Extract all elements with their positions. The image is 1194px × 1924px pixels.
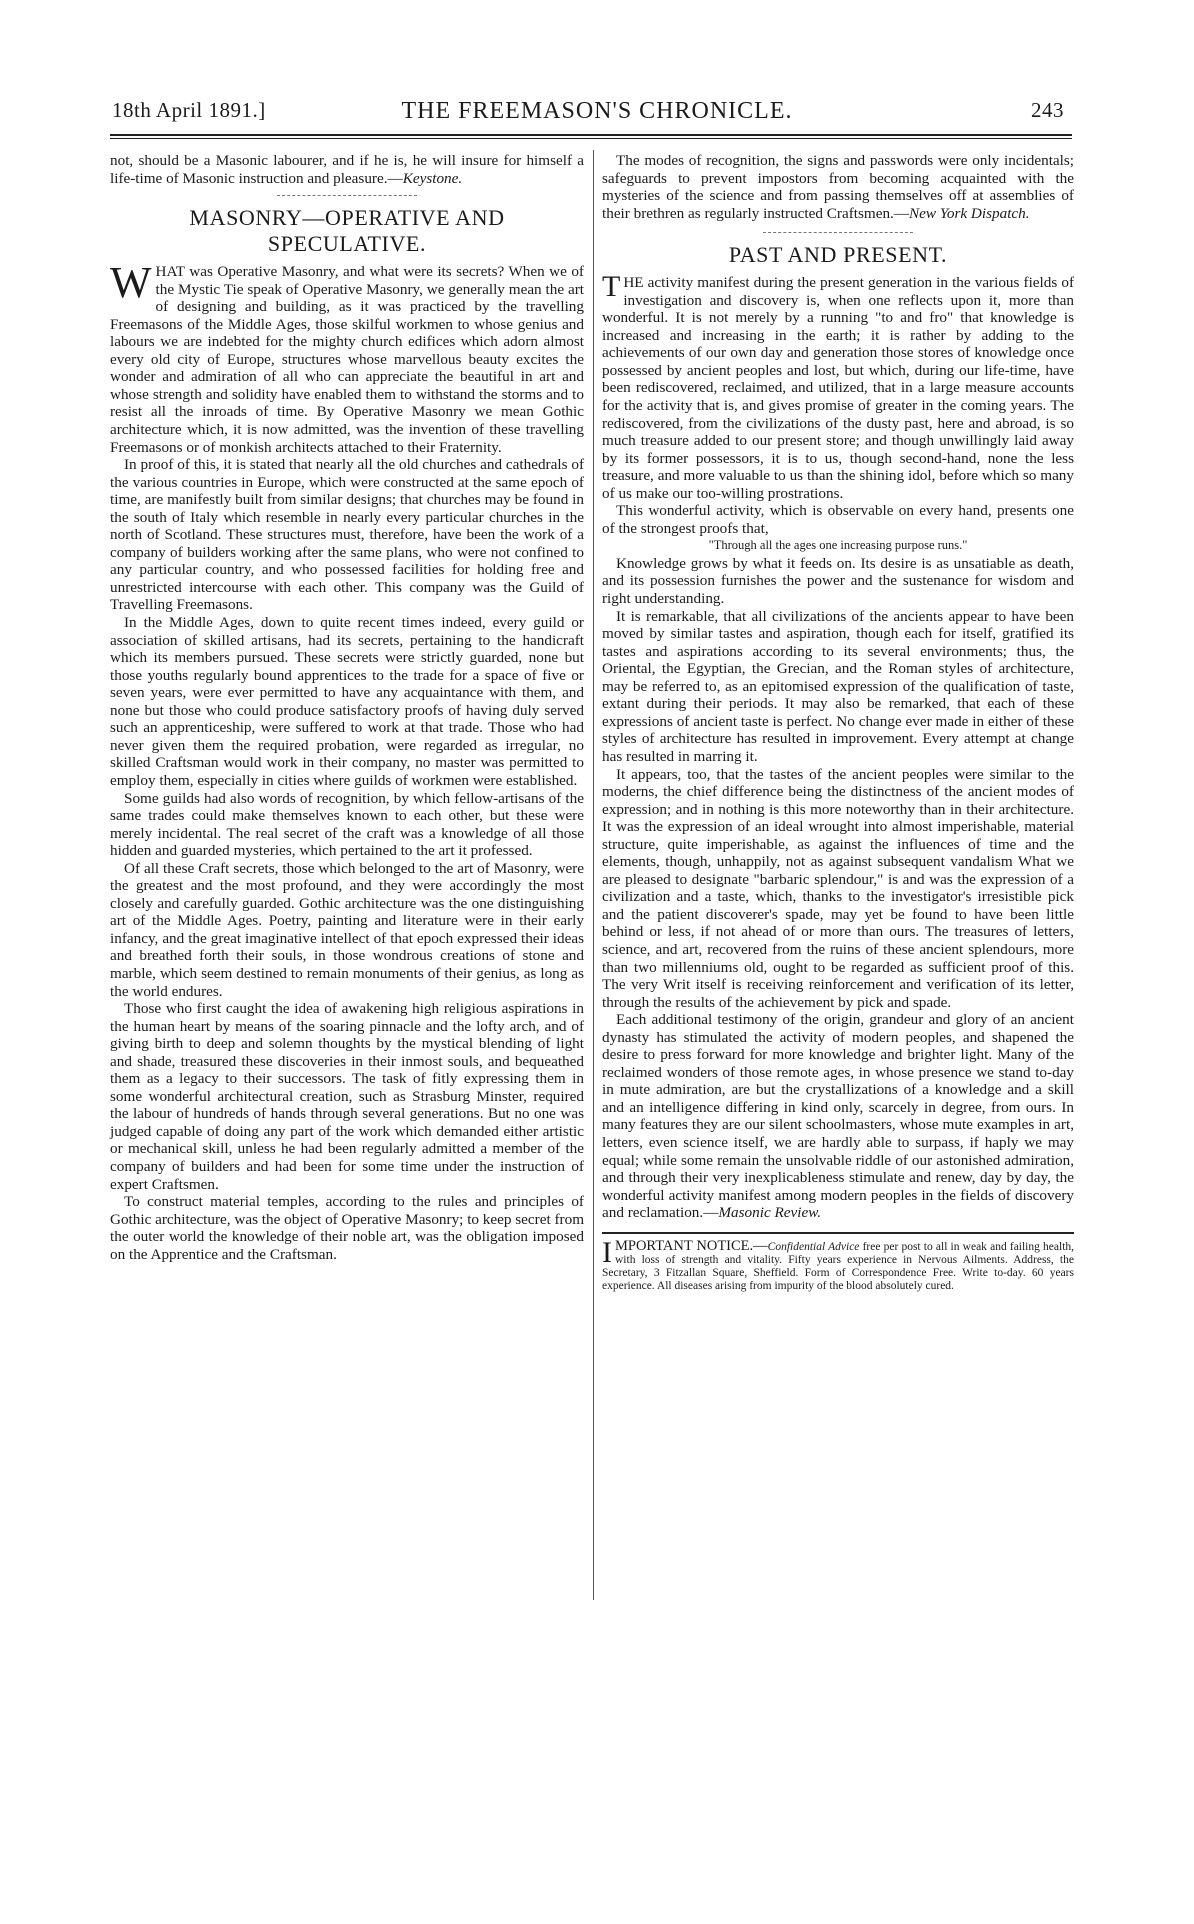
article-paragraph: WHAT was Operative Masonry, and what were its secrets? When we of the Mystic Tie speak of Operative Masonry, we generally mean the art of designing and building, as it was practiced by the travelling Freemasons of the Middle Ages, those skilful workmen to whose genius and labours we are indebted for the mighty church edifices which adorn almost every old city of Europe, structures whose marvellous beauty excites the wonder and admiration of all who can appreciate the beautiful in art and whose strength and solidity have enabled them to withstand the storms and to resist all the inroads of time. By Operative Masonry we mean Gothic architecture which, it is now admitted, was the invention of these travelling Freemasons or of monkish architects attached to their Fraternity. (110, 258, 584, 456)
drop-cap: T (602, 270, 621, 304)
header-rule (110, 134, 1072, 136)
right-column (602, 152, 1074, 1294)
continued-paragraph: not, should be a Masonic labourer, and if he is, he will insure for himself a life-time of Masonic instruction and pleasure.—Keystone. (110, 152, 584, 187)
page-number: 243 (1031, 98, 1064, 122)
article-paragraph: Those who first caught the idea of awakening high religious aspirations in the human heart by means of the soaring pinnacle and the lofty arch, and of giving birth to deep and solemn thoughts by the mystical blending of light and shade, treasured these discoveries in their inmost souls, and bequeathed them as a legacy to their successors. The task of fitly expressing them in some wonderful architectural creation, such as Strasburg Minster, required the labour of hundreds of hands through several generations. But no one was judged capable of doing any part of the work which demanded either artistic or mechanical skill, unless he had been regularly admitted a member of the company of builders and had been for some time under the instruction of expert Craftsmen. (110, 1000, 584, 1193)
article-paragraph: In proof of this, it is stated that nearly all the old churches and cathedrals of the various countries in Europe, which were constructed at the same epoch of time, are manifestly built from similar designs; that churches may be found in the south of Italy which resemble in nearly every particular churches in the north of Scotland. These structures must, therefore, have been the work of a company of builders working after the same plans, who were not confined to any particular country, and who possessed facilities for holding free and unrestricted intercourse with each other. This company was the Guild of Travelling Freemasons. (110, 456, 584, 614)
article-paragraph: Each additional testimony of the origin, grandeur and glory of an ancient dynasty has stimulated the activity of modern peoples, and shapened the desire to press forward for more knowledge and brighter light. Many of the reclaimed wonders of those remote ages, in whose presence we stand to-day in mute admiration, are but the crystallizations of a knowledge and a skill and an intelligence differing in kind only, scarcely in degree, from ours. In many features they are our silent schoolmasters, whose mute examples in art, letters, even science itself, we are hardly able to surpass, if haply we may equal; while some remain the unsolvable riddle of our astonished admiration, and through their very inexplicableness stimulate and renew, day by day, the wonderful activity manifest among modern peoples in the fields of discovery and reclamation.—Masonic Review. (602, 1011, 1074, 1222)
quotation: "Through all the ages one increasing purpose runs." (708, 538, 968, 553)
article-paragraph: It is remarkable, that all civilizations of the ancients appear to have been moved by similar tastes and aspiration, though each for itself, gratified its tastes and aspirations according to its several environments; thus, the Oriental, the Egyptian, the Grecian, and the Roman styles of architecture, may be referred to, as an epitomised expression of the qualification of taste, extant during their periods. It may also be remarked, that each of these expressions of ancient taste is perfect. No change ever made in either of these styles of architecture has resulted in improvement. Every attempt at change has resulted in marring it. (602, 607, 1074, 765)
article-paragraph: Some guilds had also words of recognition, by which fellow-artisans of the same trades could make themselves known to each other, but these were merely incidental. The real secret of the craft was a knowledge of all those hidden and guarded mysteries, which pertained to the art it professed. (110, 789, 584, 860)
column-divider (593, 150, 594, 1600)
article-paragraph: Of all these Craft secrets, those which belonged to the art of Masonry, were the greatest and the most profound, and they were accordingly the most closely and carefully guarded. Gothic architecture was the one distinguishing art of the Middle Ages. Poetry, painting and literature were in their early infancy, and the great imaginative intellect of that epoch expressed their ideas and breathed forth their souls, in those wondrous creations of stone and marble, which seem destined to remain monuments of their genius, as long as the world endures. (110, 859, 584, 1000)
article-paragraph: Knowledge grows by what it feeds on. Its desire is as unsatiable as death, and its possession furnishes the power and the sustenance for wisdom and right understanding. (602, 554, 1074, 608)
advertisement-notice: IMPORTANT NOTICE.—Confidential Advice free per post to all in weak and failing health, with loss of strength and vitality. Fifty years experience in Nervous Ailments. Address, the Secretary, 3 Fitzallan Square, Sheffield. Form of Correspondence Free. Write to-day. 60 years experience. All diseases arising from impurity of the blood absolutely cured. (602, 1232, 1074, 1294)
notice-drop-cap: I (602, 1235, 612, 1269)
article-paragraph: In the Middle Ages, down to quite recent times indeed, every guild or association of skilled artisans, had its secrets, pertaining to the handicraft which its members pursued. These secrets were strictly guarded, none but those youths regularly bound apprentices to the trade for a space of five or seven years, were ever permitted to have any acquaintance with them, and none but those who could produce satisfactory proofs of having duly served such an apprenticeship, were suffered to work at that trade. Those who had never given them the required probation, were regarded as irregular, no skilled Craftsman would work in their company, no master was permitted to employ them, especially in cities where guilds of workmen were established. (110, 614, 584, 789)
header-rule-thin (110, 138, 1072, 139)
left-column (110, 152, 584, 1263)
article-paragraph: It appears, too, that the tastes of the ancient peoples were similar to the moderns, the chief difference being the distinctness of the ancient modes of expression; and in nothing is this more noteworthy than in their architecture. It was the expression of an ideal wrought into almost imperishable, material structure, quite imperishable, as against the influences of time and the elements, though, unhappily, not as against subsequent vandalism What we are pleased to designate "barbaric splendour," is and was the expression of a civilization and a taste, which, thanks to the investigator's irresistible pick and the patient discoverer's spade, may yet be found to have been little behind or less, if not ahead of or more than ours. The treasures of letters, science, and art, recovered from the ruins of these ancient splendours, more than two millenniums old, ought to be regarded as sufficient proof of this. The very Writ itself is receiving reinforcement and verification of its letter, through the results of the achievement by pick and spade. (602, 765, 1074, 1011)
article-paragraph: This wonderful activity, which is observable on every hand, presents one of the strongest proofs that, (602, 502, 1074, 537)
article-paragraph: To construct material temples, according to the rules and principles of Gothic architecture, was the object of Operative Masonry; to keep secret from the outer world the knowledge of their noble art, was the obligation imposed on the Apprentice and the Craftsman. (110, 1193, 585, 1263)
drop-cap: W (110, 258, 152, 308)
separator (763, 232, 913, 234)
article-paragraph: THE activity manifest during the present generation in the various fields of investigation and discovery is, when one reflects upon it, more than wonderful. It is not merely by a running "to and fro" that knowledge is increased and increasing in the earth; it is rather by adding to the achievements of our own day and generation those stores of knowledge once possessed by ancient peoples and lost, but which, during our life-time, have been rediscovered, reclaimed, and utilized, that in a large measure accounts for the activity that is, and gives promise of greater in the coming years. The rediscovered, from the civilizations of the dusty past, here and abroad, is so much treasure added to our present store; and though unwillingly laid away by its former possessors, it is to us, though second-hand, none the less treasure, and more valuable to us than the shining idol, before which so many of us make our too-willing prostrations. (602, 270, 1074, 502)
article-title-masonry: MASONRY—OPERATIVE AND SPECULATIVE. (189, 205, 505, 257)
publication-title: THE FREEMASON'S CHRONICLE. (401, 98, 793, 124)
separator (277, 195, 417, 197)
issue-date: 18th April 1891.] (112, 98, 266, 122)
continued-paragraph: The modes of recognition, the signs and passwords were only incidentals; safeguards to prevent impostors from becoming acquainted with the mysteries of the science and from passing themselves off at assemblies of their brethren as regularly instructed Craftsmen.—New York Dispatch. (602, 152, 1074, 222)
article-title-past-present: PAST AND PRESENT. (728, 242, 948, 268)
